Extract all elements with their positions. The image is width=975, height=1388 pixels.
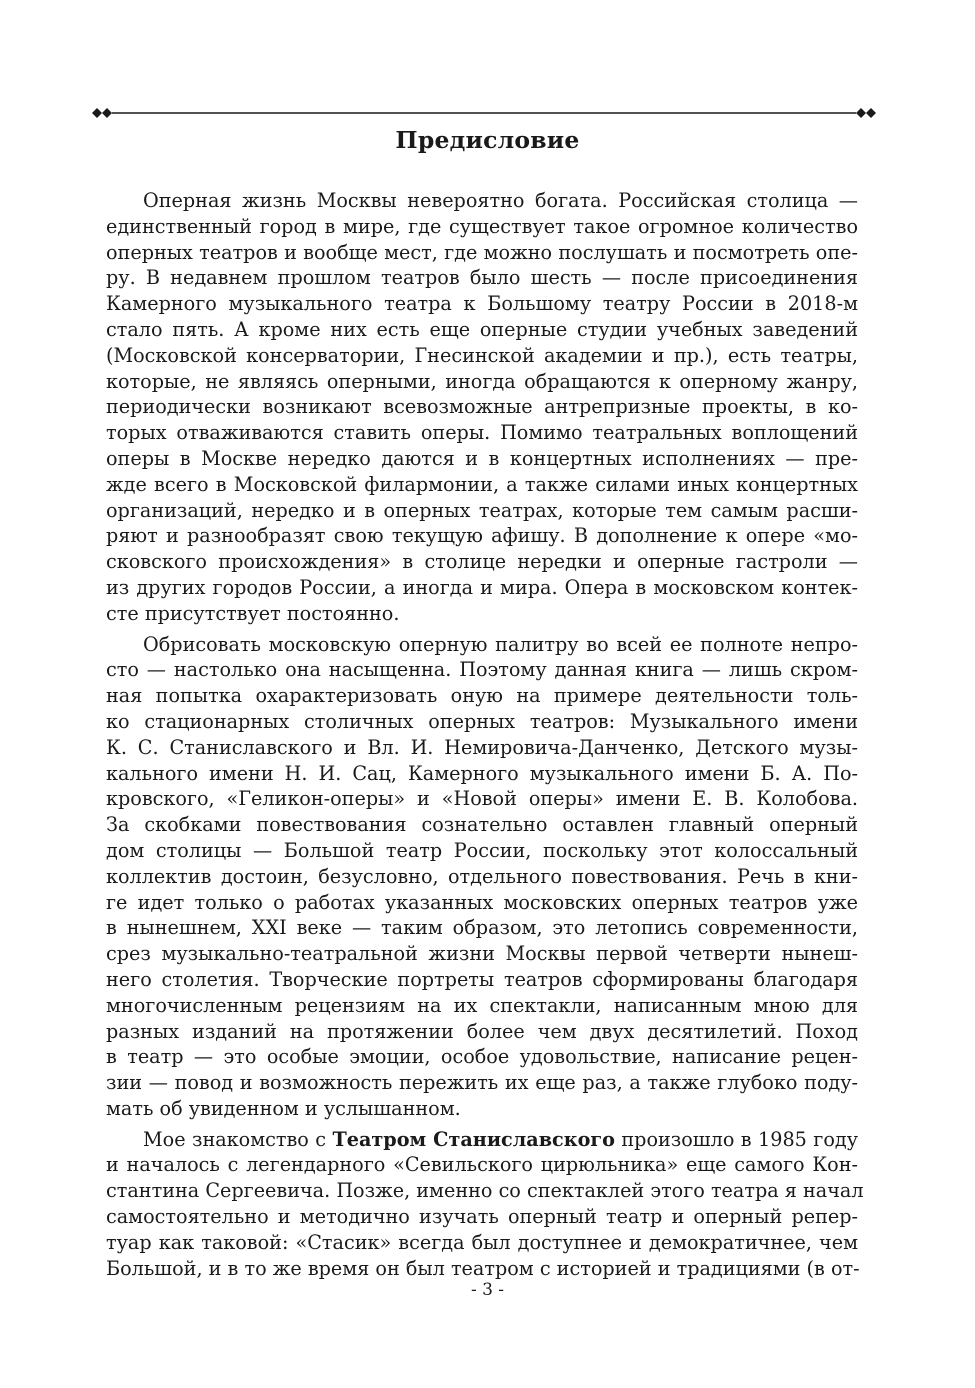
text-line: самостоятельно и методично изучать оперный театр и оперный репер- [106, 1205, 858, 1229]
text-line: сковского происхождения» в столице нередки и оперные гастроли — [106, 550, 858, 574]
text-line: торых отваживаются ставить оперы. Помимо театральных воплощений [106, 421, 858, 445]
text-line: ру. В недавнем прошлом театров было шесть — после присоединения [106, 266, 858, 290]
text-line: жде всего в Московской филармонии, а также силами иных концертных [106, 472, 858, 496]
text-line: мать об увиденном и услышанном. [106, 1096, 461, 1120]
text-line: единственный город в мире, где существует такое огромное количество [106, 214, 858, 238]
text-line: (Московской консерватории, Гнесинской академии и пр.), есть театры, [106, 343, 858, 367]
text-run: Мое знакомство с [143, 1127, 333, 1151]
paragraph-1 [106, 188, 858, 627]
text-line: Камерного музыкального театра к Большому театру России в 2018-м [106, 292, 858, 316]
text-line: периодически возникают всевозможные антрепризные проекты, в ко- [106, 395, 858, 419]
text-line: ко стационарных столичных оперных театров: Музыкального имени [106, 709, 858, 733]
ornamental-rule [92, 106, 876, 120]
text-line: стало пять. А кроме них есть еще оперные студии учебных заведений [106, 317, 858, 341]
text-line: ная попытка охарактеризовать оную на примере деятельности толь- [106, 684, 858, 708]
page-number: - 3 - [470, 1280, 505, 1300]
paragraph-2 [106, 632, 858, 1122]
text-line: разных изданий на протяжении более чем двух десятилетий. Поход [106, 1019, 858, 1043]
text-line: организаций, нередко и в оперных театрах, которые тем самым расши- [106, 498, 858, 522]
page-title: Предисловие [395, 126, 580, 154]
bold-theatre-name: Театром Станиславского [332, 1127, 615, 1151]
text-line: туар как таковой: «Стасик» всегда был доступнее и демократичнее, чем [106, 1230, 858, 1254]
text-line: сте присутствует постоянно. [106, 601, 400, 625]
text-run: произошло в 1985 году [614, 1127, 859, 1151]
text-line: сто — настолько она насыщенна. Поэтому данная книга — лишь скром- [106, 658, 858, 682]
text-line: ге идет только о работах указанных московских оперных театров уже [106, 890, 858, 914]
text-line: кального имени Н. И. Сац, Камерного музыкального имени Б. А. По- [106, 761, 858, 785]
body-text [106, 188, 864, 1281]
text-line: Обрисовать московскую оперную палитру во всей ее полноте непро- [143, 632, 858, 656]
text-line: дом столицы — Большой театр России, поскольку этот колоссальный [106, 838, 858, 862]
text-line: стантина Сергеевича. Позже, именно со спектаклей этого театра я начал [106, 1179, 864, 1203]
text-line: оперы в Москве нередко даются и в концертных исполнениях — пре- [106, 446, 858, 470]
text-line: ряют и разнообразят свою текущую афишу. В дополнение к опере «мо- [106, 524, 858, 548]
text-line: в нынешнем, XXI веке — таким образом, это летопись современности, [106, 916, 858, 940]
text-line: срез музыкально-театральной жизни Москвы первой четверти нынеш- [106, 942, 858, 966]
text-line: из других городов России, а иногда и мира. Опера в московском контек- [106, 575, 858, 599]
text-line: которые, не являясь оперными, иногда обращаются к оперному жанру, [106, 369, 858, 393]
text-line: За скобками повествования сознательно оставлен главный оперный [106, 813, 858, 837]
text-line: К. С. Станиславского и Вл. И. Немировича-Данченко, Детского музы- [106, 735, 858, 759]
text-line [106, 1127, 858, 1153]
text-line: кровского, «Геликон-оперы» и «Новой оперы» имени Е. В. Колобова. [106, 787, 858, 811]
divider-ornament-icon [92, 106, 876, 120]
text-line: него столетия. Творческие портреты театров сформированы благодаря [106, 967, 858, 991]
text-line: многочисленным рецензиям на их спектакли, написанным мною для [106, 993, 858, 1017]
text-line: оперных театров и вообще мест, где можно послушать и посмотреть опе- [106, 240, 858, 264]
paragraph-3 [106, 1127, 864, 1282]
text-line: Оперная жизнь Москвы невероятно богата. Российская столица — [143, 189, 858, 212]
text-line: коллектив достоин, безусловно, отдельного повествования. Речь в кни- [106, 864, 858, 888]
text-line: зии — повод и возможность пережить их еще раз, а также глубоко поду- [106, 1071, 858, 1095]
text-line: Большой, и в то же время он был театром с историей и традициями (в от- [106, 1256, 860, 1280]
text-line: в театр — это особые эмоции, особое удовольствие, написание рецен- [106, 1045, 858, 1069]
text-line: и началось с легендарного «Севильского цирюльника» еще самого Кон- [106, 1153, 858, 1177]
